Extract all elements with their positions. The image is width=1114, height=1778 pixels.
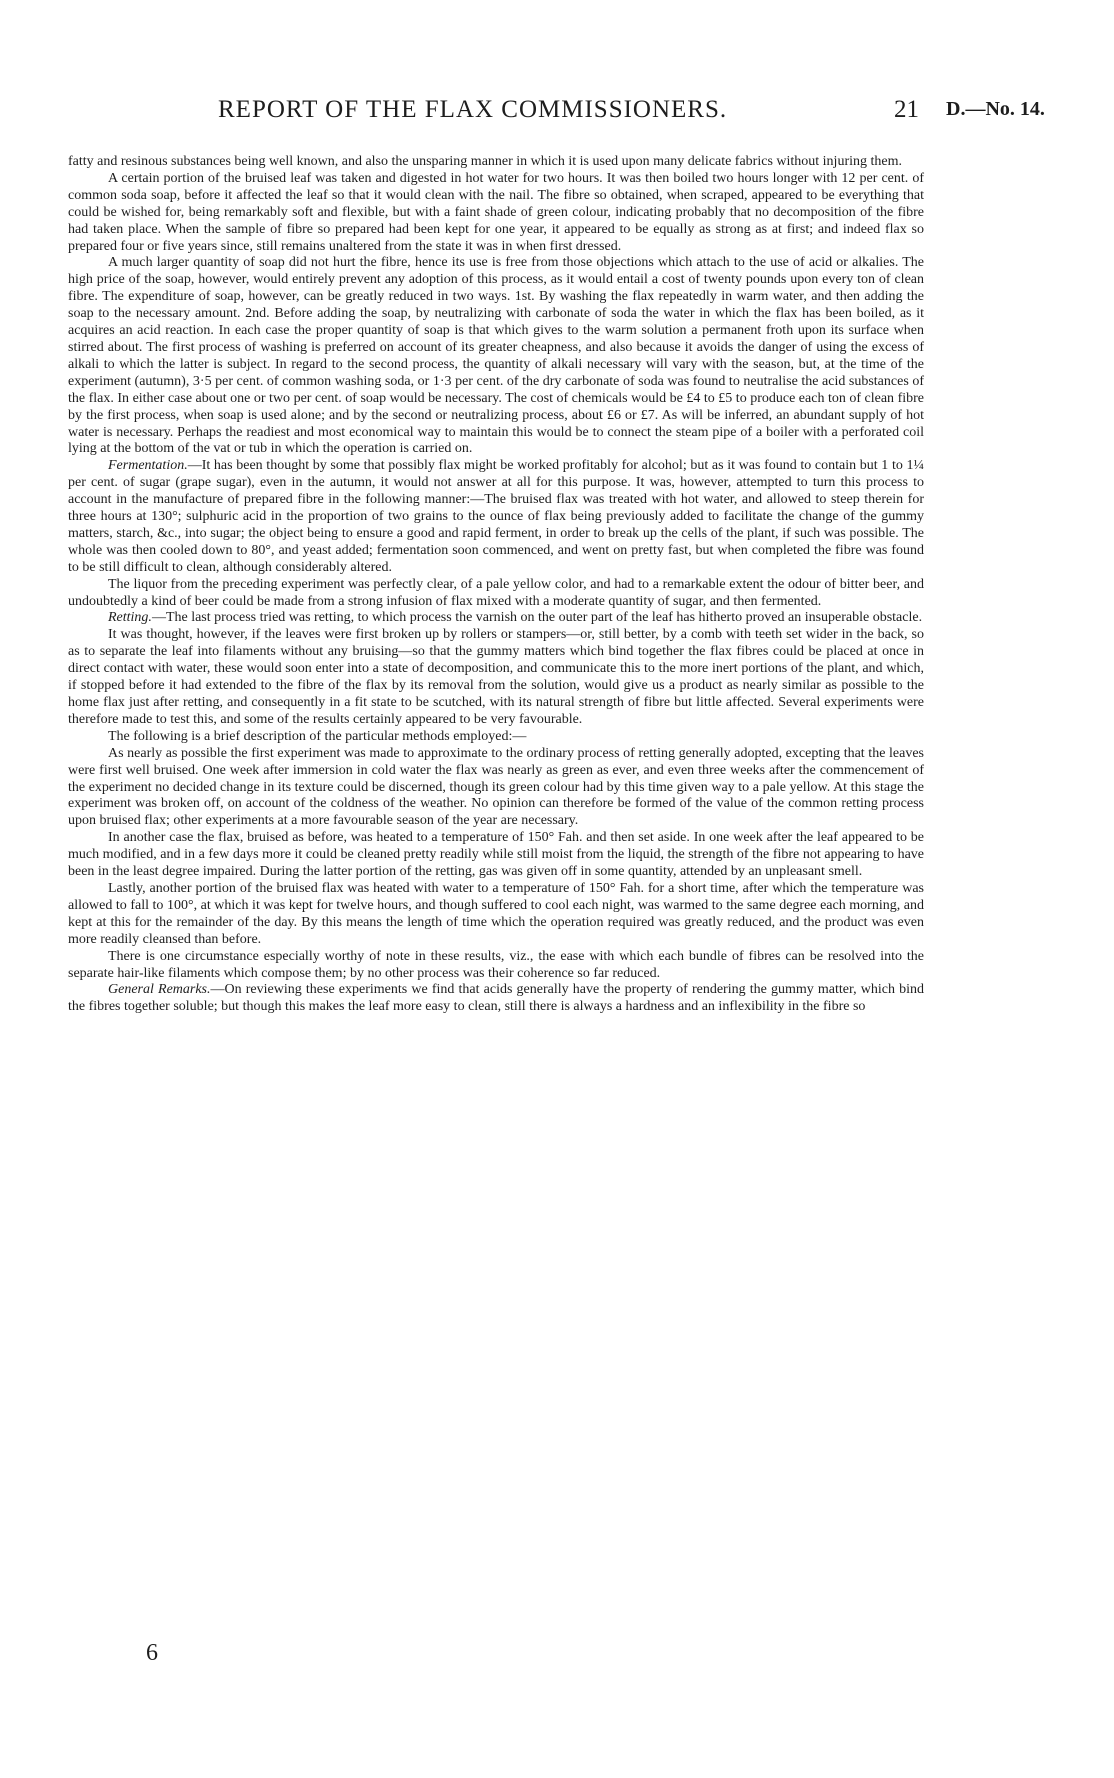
- running-title: REPORT OF THE FLAX COMMISSIONERS.: [218, 96, 728, 123]
- paragraph: [68, 577, 924, 611]
- paragraph-text: A certain portion of the bruised leaf was taken and digested in hot water for two hours. It was then boiled two hours longer with 12 per cent. of common soda soap, before it affected the leaf so that it would clean with the nail. The fibre so obtained, when scraped, appeared to be everything that could be wished for, being remarkably soft and flexible, but with a faint shade of green colour, indicating probably that no decomposition of the fibre had taken place. When the sample of fibre so prepared had been kept for one year, it appeared to be equally as strong as at first; and indeed flax so prepared four or five years since, still remains unaltered from the state it was in when first dressed.: [68, 170, 924, 254]
- paragraph: [68, 154, 924, 171]
- paragraph: [68, 627, 924, 728]
- paragraph-text: There is one circumstance especially worthy of note in these results, viz., the ease with which each bundle of fibres can be resolved into the separate hair-like filaments which compose them; by no other process was their coherence so far reduced.: [68, 948, 924, 981]
- paragraph: [68, 746, 924, 831]
- page-header: [0, 96, 1114, 136]
- paragraph-text: The liquor from the preceding experiment was perfectly clear, of a pale yellow color, and had to a remarkable extent the odour of bitter beer, and undoubtedly a kind of beer could be made from a strong infusion of flax mixed with a moderate quantity of sugar, and then fermented.: [68, 576, 924, 609]
- paragraph-text: —It has been thought by some that possibly flax might be worked profitably for alcohol; but as it was found to contain but 1 to 1¼ per cent. of sugar (grape sugar), even in the autumn, it would not answer at all for this purpose. It was, however, attempted to turn this process to account in the manufacture of prepared fibre in the following manner:—The bruised flax was treated with hot water, and allowed to steep therein for three hours at 130°; sulphuric acid in the proportion of two grains to the ounce of flax being previously added to facilitate the change of the gummy matters, starch, &c., into sugar; the object being to ensure a good and rapid ferment, in order to break up the cells of the plant, if such was possible. The whole was then cooled down to 80°, and yeast added; fermentation soon commenced, and went on pretty fast, but when completed the fibre was found to be still difficult to clean, although considerably altered.: [68, 458, 924, 575]
- paragraph-text: It was thought, however, if the leaves were first broken up by rollers or stampers—or, still better, by a comb with teeth set wider in the back, so as to separate the leaf into filaments without any bruising—so that the gummy matters which bind together the flax fibres could be placed at once in direct contact with water, these would soon enter into a state of decomposition, and communicate this to the more inert portions of the plant, and which, if stopped before it had extended to the fibre of the flax by its removal from the solution, would give us a product as nearly similar as possible to the home flax just after retting, and consequently in a fit state to be scutched, with its natural strength of fibre but little affected. Several experiments were therefore made to test this, and some of the results certainly appeared to be very favourable.: [68, 627, 924, 727]
- document-reference: D.—No. 14.: [946, 98, 1045, 120]
- paragraph-text: As nearly as possible the first experiment was made to approximate to the ordinary process of retting generally adopted, excepting that the leaves were first well bruised. One week after immersion in cold water the flax was nearly as green as ever, and even three weeks after the commencement of the experiment no decided change in its texture could be discerned, though its green colour had by this time given way to a pale yellow. At this stage the experiment was broken off, on account of the coldness of the weather. No opinion can therefore be formed of the value of the common retting process upon bruised flax; other experiments at a more favourable season of the year are necessary.: [68, 745, 924, 829]
- paragraph-text: In another case the flax, bruised as before, was heated to a temperature of 150° Fah. and then set aside. In one week after the leaf appeared to be much modified, and in a few days more it could be cleaned pretty readily while still moist from the liquid, the strength of the fibre not appearing to have been in the least degree impaired. During the latter portion of the retting, gas was given off in some quantity, attended by an unpleasant smell.: [68, 830, 924, 880]
- paragraph: [68, 949, 924, 983]
- section-heading-retting: Retting.: [108, 610, 152, 626]
- paragraph: [68, 881, 924, 949]
- section-heading-fermentation: Fermentation.: [108, 458, 188, 474]
- paragraph: [68, 171, 924, 256]
- section-heading-general-remarks: General Remarks.: [108, 982, 211, 998]
- printer-signature-mark: 6: [146, 1640, 158, 1666]
- body-text: [68, 154, 924, 1016]
- paragraph: [68, 255, 924, 458]
- paragraph-fermentation: [68, 458, 924, 576]
- paragraph-retting: [68, 610, 924, 627]
- paragraph-text: A much larger quantity of soap did not hurt the fibre, hence its use is free from those objections which attach to the use of acid or alkalies. The high price of the soap, however, would entirely prevent any adoption of this process, as it would entail a cost of twenty pounds upon every ton of clean fibre. The expenditure of soap, however, can be greatly reduced in two ways. 1st. By washing the flax repeatedly in warm water, and then adding the soap to the necessary amount. 2nd. Before adding the soap, by neutralizing with carbonate of soda the water in which the flax has been boiled, as it acquires an acid reaction. In each case the proper quantity of soap is that which gives to the warm solution a permanent froth upon its surface when stirred about. The first process of washing is preferred on account of its greater cheapness, and also because it avoids the danger of using the excess of alkali to which the latter is subject. In regard to the second process, the quantity of alkali necessary will vary with the season, but, at the time of the experiment (autumn), 3·5 per cent. of common washing soda, or 1·3 per cent. of the dry carbonate of soda was found to neutralise the acid substances of the flax. In either case about one or two per cent. of soap would be necessary. The cost of chemicals would be £4 to £5 to produce each ton of clean fibre by the first process, when soap is used alone; and by the second or neutralizing process, about £6 or £7. As will be inferred, an abundant supply of hot water is necessary. Perhaps the readiest and most economical way to maintain this would be to connect the steam pipe of a boiler with a perforated coil lying at the bottom of the vat or tub in which the operation is carried on.: [68, 255, 924, 457]
- paragraph-text: —On reviewing these experiments we find that acids generally have the property of rendering the gummy matter, which bind the fibres together soluble; but though this makes the leaf more easy to clean, still there is always a hardness and an inflexibility in the fibre so: [68, 982, 924, 1015]
- paragraph-text: The following is a brief description of the particular methods employed:—: [108, 728, 527, 744]
- paragraph: [68, 830, 924, 881]
- paragraph: [68, 729, 924, 746]
- page-number: 21: [894, 96, 919, 123]
- paragraph-text: —The last process tried was retting, to which process the varnish on the outer part of the leaf has hitherto proved an insuperable obstacle.: [151, 610, 923, 626]
- paragraph-text: fatty and resinous substances being well known, and also the unsparing manner in which it is used upon many delicate fabrics without injuring them.: [68, 154, 902, 169]
- paragraph-text: Lastly, another portion of the bruised flax was heated with water to a temperature of 150° Fah. for a short time, after which the temperature was allowed to fall to 100°, at which it was kept for twelve hours, and though suffered to cool each night, was warmed to the same degree each morning, and kept at this for the remainder of the day. By this means the length of time which the operation required was greatly reduced, and the product was even more readily cleansed than before.: [68, 880, 924, 947]
- paragraph-general-remarks: [68, 982, 924, 1016]
